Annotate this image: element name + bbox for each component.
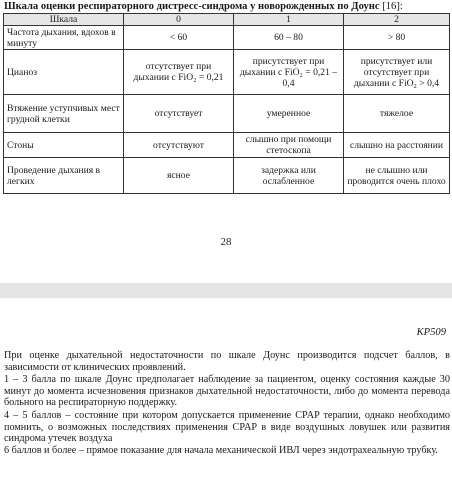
cell-score-1: слышно при помощи стетоскопа xyxy=(234,133,344,158)
table-row xyxy=(4,50,450,95)
downes-score-table xyxy=(3,13,450,194)
table-row xyxy=(4,158,450,194)
table-row xyxy=(4,26,450,50)
cell-score-2: > 80 xyxy=(344,26,450,50)
cell-score-1: умеренное xyxy=(234,95,344,133)
header-score-2: 2 xyxy=(344,14,450,26)
cell-score-1: задержка или ослабленное xyxy=(234,158,344,194)
row-label: Проведение дыхания в легких xyxy=(4,158,124,194)
table-title-text: Шкала оценки респираторного дистресс-синдрома у новорожденных по Доунс xyxy=(4,1,380,12)
paragraph: При оценке дыхательной недостаточности по шкале Доунс производится подсчет баллов, в зависимости от клинических проявлений. xyxy=(4,350,450,373)
paragraph: 6 баллов и более – прямое показание для начала механической ИВЛ через эндотрахеальную трубку. xyxy=(4,445,438,456)
row-label: Стоны xyxy=(4,133,124,158)
document-code: КР509 xyxy=(416,327,446,338)
cell-score-1: присутствует при дыхании с FiO₂ = 0,21 – 0,4 xyxy=(234,50,344,95)
cell-score-0: отсутствует xyxy=(124,95,234,133)
cell-score-1: 60 – 80 xyxy=(234,26,344,50)
header-score-0: 0 xyxy=(124,14,234,26)
page-number: 28 xyxy=(220,236,232,248)
paragraph: 1 – 3 балла по шкале Доунс предполагает наблюдение за пациентом, оценку состояния каждые 30 минут до момента исчезновения признаков дыхательной недостаточности, либо до момента перевода больного на респираторную поддержку. xyxy=(4,374,450,409)
paragraph: 4 – 5 баллов – состояние при котором допускается применение CPAP терапии, однако необходимо помнить, о возможных последствиях применения CPAP в виде воздушных ловушек или развития синдрома утечек воздуха xyxy=(4,410,450,445)
row-label: Частота дыхания, вдохов в минуту xyxy=(4,26,124,50)
cell-score-2: слышно на расстоянии xyxy=(344,133,450,158)
header-scale: Шкала xyxy=(4,14,124,26)
table-title xyxy=(4,0,452,13)
cell-score-0: отсутствует при дыхании с FiO₂ = 0,21 xyxy=(124,50,234,95)
row-label: Цианоз xyxy=(4,50,124,95)
cell-score-2: тяжелое xyxy=(344,95,450,133)
page-separator xyxy=(0,283,452,298)
cell-score-2: присутствует или отсутствует при дыхании с FiO₂ > 0,4 xyxy=(344,50,450,95)
cell-score-0: < 60 xyxy=(124,26,234,50)
table-header-row xyxy=(4,14,450,26)
table-title-reference: [16]: xyxy=(382,1,403,12)
table-row xyxy=(4,133,450,158)
cell-score-2: не слышно или проводится очень плохо xyxy=(344,158,450,194)
row-label: Втяжение уступчивых мест грудной клетки xyxy=(4,95,124,133)
lower-page xyxy=(0,298,452,480)
header-score-1: 1 xyxy=(234,14,344,26)
table-row xyxy=(4,95,450,133)
cell-score-0: отсутствуют xyxy=(124,133,234,158)
cell-score-0: ясное xyxy=(124,158,234,194)
